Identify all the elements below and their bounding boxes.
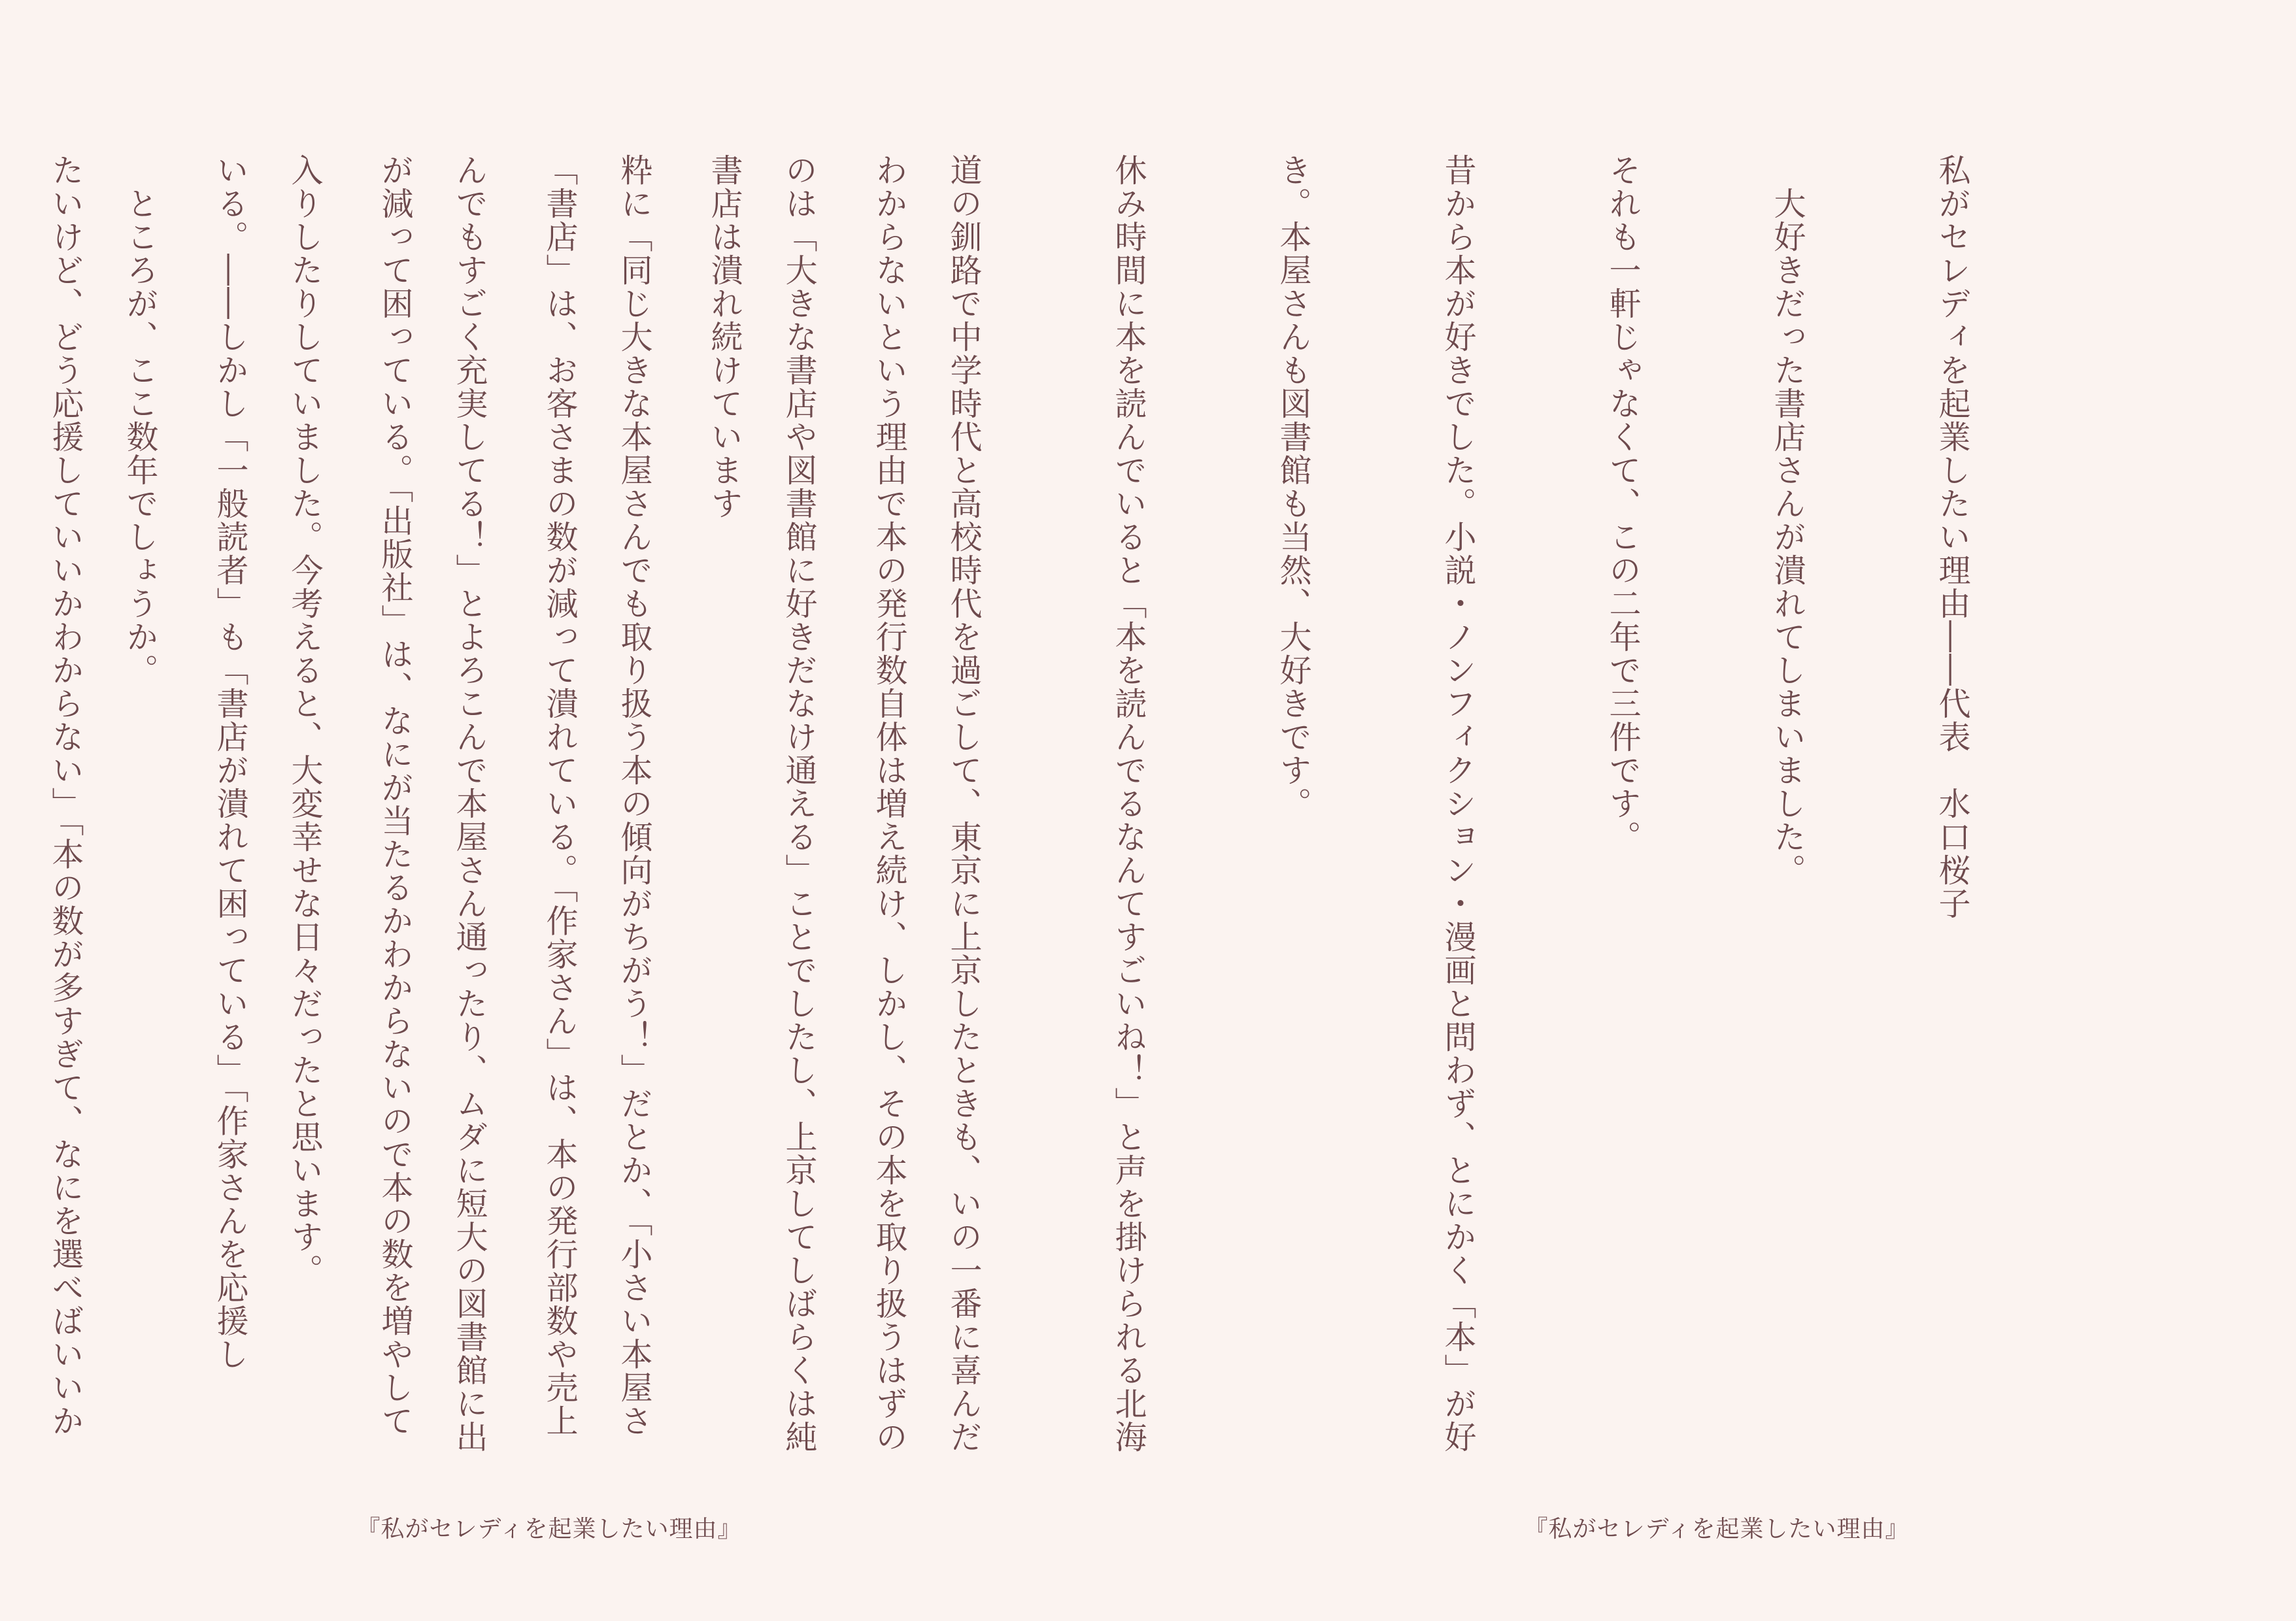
paragraph-line: き。本屋さんも図書館も当然、大好きです。 <box>1275 154 1312 820</box>
paragraph-line: 書店は潰れ続けています <box>706 154 743 520</box>
paragraph-line: 道の釧路で中学時代と高校時代を過ごして、東京に上京したときも、いの一番に喜んだ <box>945 154 983 1454</box>
page-footer-title: 『私がセレディを起業したい理由』 <box>356 1516 742 1543</box>
paragraph-line: 昔から本が好きでした。小説・ノンフィクション・漫画と問わず、とにかく「本」が好 <box>1440 154 1477 1454</box>
paragraph-line: いる。――しかし「一般読者」も「書店が潰れて困っている」「作家さんを応援し <box>212 154 249 1371</box>
paragraph-line: 入りしたりしていました。今考えると、大変幸せな日々だったと思います。 <box>286 154 324 1287</box>
paragraph-line: のは「大きな書店や図書館に好きだなけ通える」ことでしたし、上京してしばらくは純 <box>781 154 818 1454</box>
article-heading: 私がセレディを起業したい理由――代表 水口桜子 <box>1934 154 1971 920</box>
paragraph-line: それも一軒じゃなくて、この二年で三件です。 <box>1604 154 1642 854</box>
paragraph-line: 休み時間に本を読んでいると「本を読んでるなんてすごいね！」と声を掛けられる北海 <box>1110 154 1147 1454</box>
paragraph-line: が減って困っている。「出版社」は、なにが当たるかわからないので本の数を増やして <box>377 154 414 1438</box>
paragraph-line <box>0 154 3 1454</box>
paragraph-line: ところが、ここ数年でしょうか。 <box>122 154 159 687</box>
paragraph-line: わからないという理由で本の発行数自体は増え続け、しかし、その本を取り扱うはずの <box>871 154 908 1454</box>
paragraph-line: んでもすごく充実してる！」とよろこんで本屋さん通ったり、ムダに短大の図書館に出 <box>451 154 488 1454</box>
paragraph-line: 粋に「同じ大きな本屋さんでも取り扱う本の傾向がちがう！」だとか、「小さい本屋さ <box>616 154 653 1438</box>
paragraph-line: 大好きだった書店さんが潰れてしまいました。 <box>1769 154 1806 887</box>
paragraph-line: 「書店」は、お客さまの数が減って潰れている。「作家さん」は、本の発行部数や売上 <box>541 154 579 1438</box>
page-footer-title: 『私がセレディを起業したい理由』 <box>1524 1516 1910 1543</box>
paragraph-line: たいけど、どう応援していいかわからない」「本の数が多すぎて、なにを選べばいいか <box>47 154 84 1438</box>
